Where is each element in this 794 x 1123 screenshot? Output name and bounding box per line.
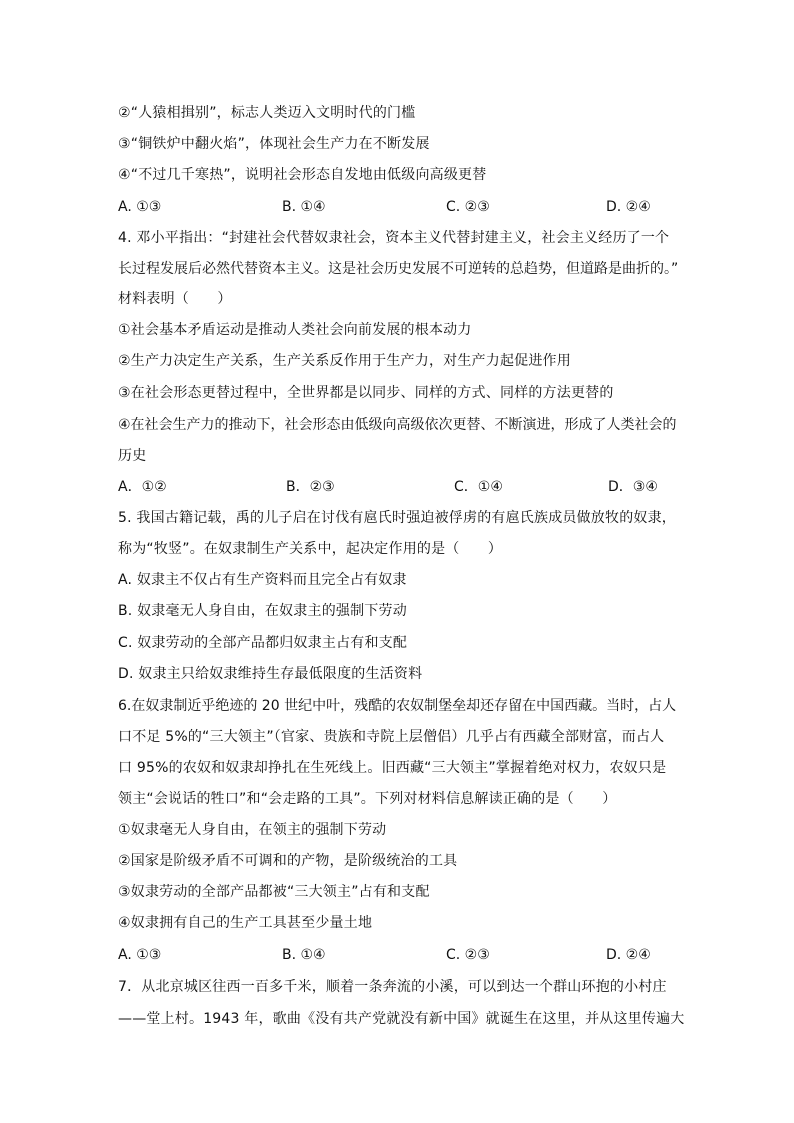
q5-stem-line-1: 5. 我国古籍记载，禹的儿子启在讨伐有扈氏时强迫被俘虏的有扈氏族成员做放牧的奴隶， <box>118 510 677 526</box>
q5-option-d: D. 奴隶主只给奴隶维持生存最低限度的生活资料 <box>118 666 423 682</box>
q6-stem-line-4: 领主“会说话的牲口”和“会走路的工具”。下列对材料信息解读正确的是（ ） <box>118 791 617 807</box>
q4-option-d: D．③④ <box>608 479 658 495</box>
q4-statement-4: ④在社会生产力的推动下，社会形态由低级向高级依次更替、不断演进，形成了人类社会的 <box>118 417 677 433</box>
q6-option-c: C. ②③ <box>446 947 490 963</box>
q4-stem-line-3: 材料表明（ ） <box>118 291 232 307</box>
q3-option-d: D. ②④ <box>606 199 651 215</box>
q7-stem-line-1: 7．从北京城区往西一百多千米，顺着一条奔流的小溪，可以到达一个群山环抱的小村庄 <box>118 979 667 995</box>
q5-stem-line-2: 称为“牧竖”。在奴隶制生产关系中，起决定作用的是（ ） <box>118 541 503 557</box>
q6-statement-4: ④奴隶拥有自己的生产工具甚至少量土地 <box>118 915 373 931</box>
q6-option-b: B. ①④ <box>282 947 326 963</box>
q6-stem-line-2: 口不足 5%的“三大领主”（官家、贵族和寺院上层僧侣）几乎占有西藏全部财富，而占人 <box>118 729 665 745</box>
q4-statement-2: ②生产力决定生产关系，生产关系反作用于生产力，对生产力起促进作用 <box>118 353 571 369</box>
q6-option-a: A. ①③ <box>118 947 162 963</box>
q6-stem-line-1: 6.在奴隶制近乎绝迹的 20 世纪中叶，残酷的农奴制堡垒却还存留在中国西藏。当时，占人 <box>118 698 677 714</box>
q4-statement-1: ①社会基本矛盾运动是推动人类社会向前发展的根本动力 <box>118 322 472 338</box>
q6-statement-1: ①奴隶毫无人身自由，在领主的强制下劳动 <box>118 822 387 838</box>
q3-option-c: C. ②③ <box>446 199 490 215</box>
q6-statement-2: ②国家是阶级矛盾不可调和的产物，是阶级统治的工具 <box>118 853 458 869</box>
q5-option-b: B. 奴隶毫无人身自由，在奴隶主的强制下劳动 <box>118 603 407 619</box>
q4-stem-line-2: 长过程发展后必然代替资本主义。这是社会历史发展不可逆转的总趋势，但道路是曲折的。” <box>118 261 679 277</box>
q6-option-d: D. ②④ <box>606 947 651 963</box>
q4-option-c: C．①④ <box>454 479 503 495</box>
q7-stem-line-2: ——堂上村。1943 年，歌曲《没有共产党就没有新中国》就诞生在这里，并从这里传遍大 <box>118 1011 685 1027</box>
q3-statement-4: ④“不过几千寒热”，说明社会形态自发地由低级向高级更替 <box>118 167 487 183</box>
q5-option-c: C. 奴隶劳动的全部产品都归奴隶主占有和支配 <box>118 635 408 651</box>
q3-statement-2: ②“人猿相揖别”，标志人类迈入文明时代的门槛 <box>118 105 416 121</box>
q4-stem-line-1: 4. 邓小平指出：“封建社会代替奴隶社会，资本主义代替封建主义，社会主义经历了一个 <box>118 230 670 246</box>
q3-statement-3: ③“铜铁炉中翻火焰”，体现社会生产力在不断发展 <box>118 136 430 152</box>
q4-option-a: A．①② <box>118 479 167 495</box>
q4-statement-4-cont: 历史 <box>118 448 147 464</box>
q6-stem-line-3: 口 95%的农奴和奴隶却挣扎在生死线上。旧西藏“三大领主”掌握着绝对权力，农奴只是 <box>118 760 667 776</box>
q6-statement-3: ③奴隶劳动的全部产品都被“三大领主”占有和支配 <box>118 884 430 900</box>
q3-option-a: A. ①③ <box>118 199 162 215</box>
q3-option-b: B. ①④ <box>282 199 326 215</box>
q4-statement-3: ③在社会形态更替过程中，全世界都是以同步、同样的方式、同样的方法更替的 <box>118 385 614 401</box>
q5-option-a: A. 奴隶主不仅占有生产资料而且完全占有奴隶 <box>118 572 407 588</box>
q4-option-b: B．②③ <box>286 479 335 495</box>
